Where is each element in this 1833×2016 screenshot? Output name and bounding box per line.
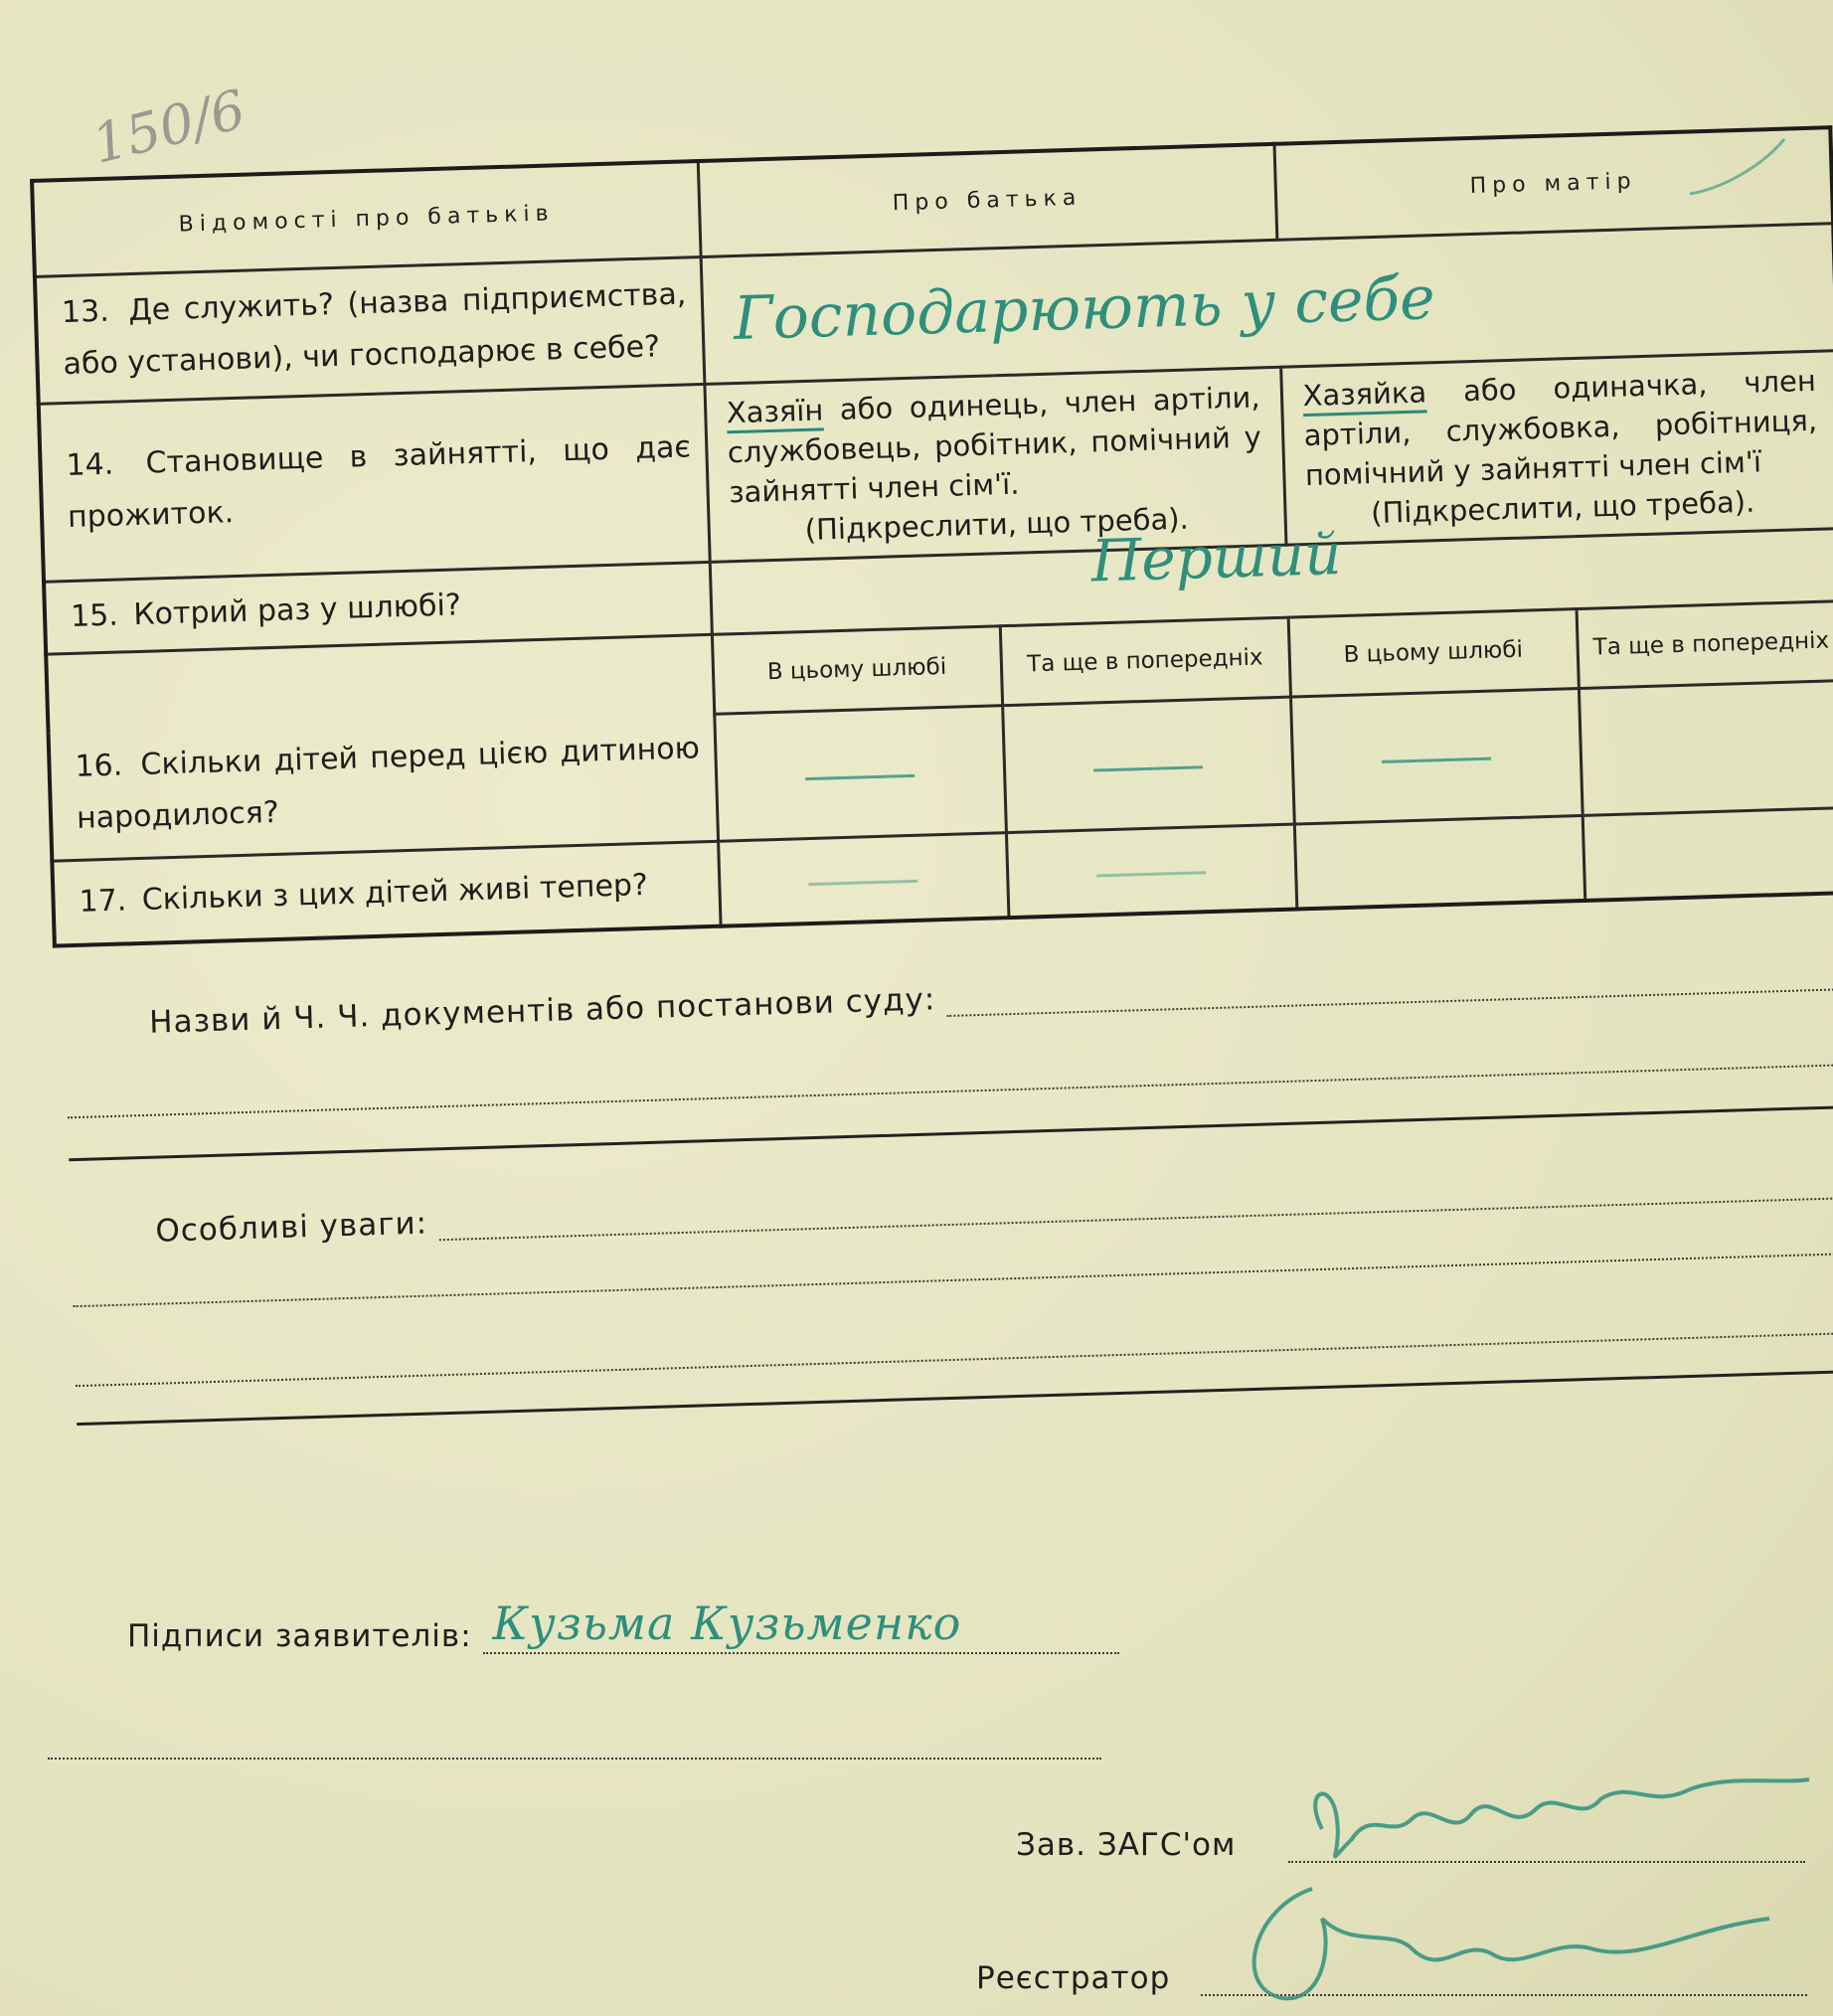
question-13-text: Де служить? (назва підприємства, або установи), чи господарює в себе? xyxy=(63,276,687,383)
question-13-number: 13. xyxy=(61,293,110,331)
question-17-number: 17. xyxy=(79,883,127,920)
header-father: Про батька xyxy=(698,144,1277,256)
question-16-number: 16. xyxy=(75,748,123,784)
signatures-handwritten: Кузьма Кузьменко xyxy=(492,1596,962,1650)
mother-options-note: (Підкреслити, що треба). xyxy=(1370,484,1755,530)
question-14-text: Становище в зайнятті, що дає прожиток. xyxy=(67,428,692,535)
page-number-note: 150/6 xyxy=(85,78,251,176)
subheader-mother-previous: Та ще в попередніх xyxy=(1577,600,1833,688)
header-label-column: Відомості про батьків xyxy=(32,161,701,276)
mother-option-underlined: Хазяйка xyxy=(1302,374,1427,413)
documents-label: Назви й Ч. Ч. документів або постанови суду: xyxy=(148,981,936,1041)
registrar-signature xyxy=(1254,1889,1769,1998)
mother-options-text: або одиначка, член артіли, службовка, робітниця, помічний у зайнятті член сім'ї xyxy=(1303,363,1818,492)
question-16-text: Скільки дітей перед цією дитиною народилося? xyxy=(76,730,701,836)
subheader-father-this-marriage: В цьому шлюбі xyxy=(712,625,1002,714)
margin-curve-mark xyxy=(1690,139,1784,194)
head-signature xyxy=(1315,1779,1809,1856)
father-options-text: або одинець, член артіли, службовець, робітник, помічний у зайнятті член сім'ї. xyxy=(727,379,1262,509)
question-14-number: 14. xyxy=(66,446,114,483)
father-option-underlined: Хазяїн xyxy=(726,392,824,429)
header-mother: Про матір xyxy=(1274,127,1833,240)
question-15-text: Котрий раз у шлюбі? xyxy=(132,587,462,632)
subheader-mother-this-marriage: В цьому шлюбі xyxy=(1288,608,1579,697)
question-17-text: Скільки з цих дітей живі тепер? xyxy=(141,867,649,918)
question-15-number: 15. xyxy=(70,597,119,634)
head-registry-label: Зав. ЗАГС'ом xyxy=(1016,1827,1237,1863)
answer-13-handwritten: Господарюють у себе xyxy=(732,263,1436,355)
remarks-label: Особливі уваги: xyxy=(154,1205,428,1250)
signatures-label: Підписи заявителів: xyxy=(127,1618,472,1654)
subheader-father-previous: Та ще в попередніх xyxy=(1000,617,1290,706)
answer-15-handwritten: Перший xyxy=(1089,519,1343,594)
father-options-note: (Підкреслити, що треба). xyxy=(804,501,1190,547)
registrar-label: Реєстратор xyxy=(976,1960,1171,1996)
